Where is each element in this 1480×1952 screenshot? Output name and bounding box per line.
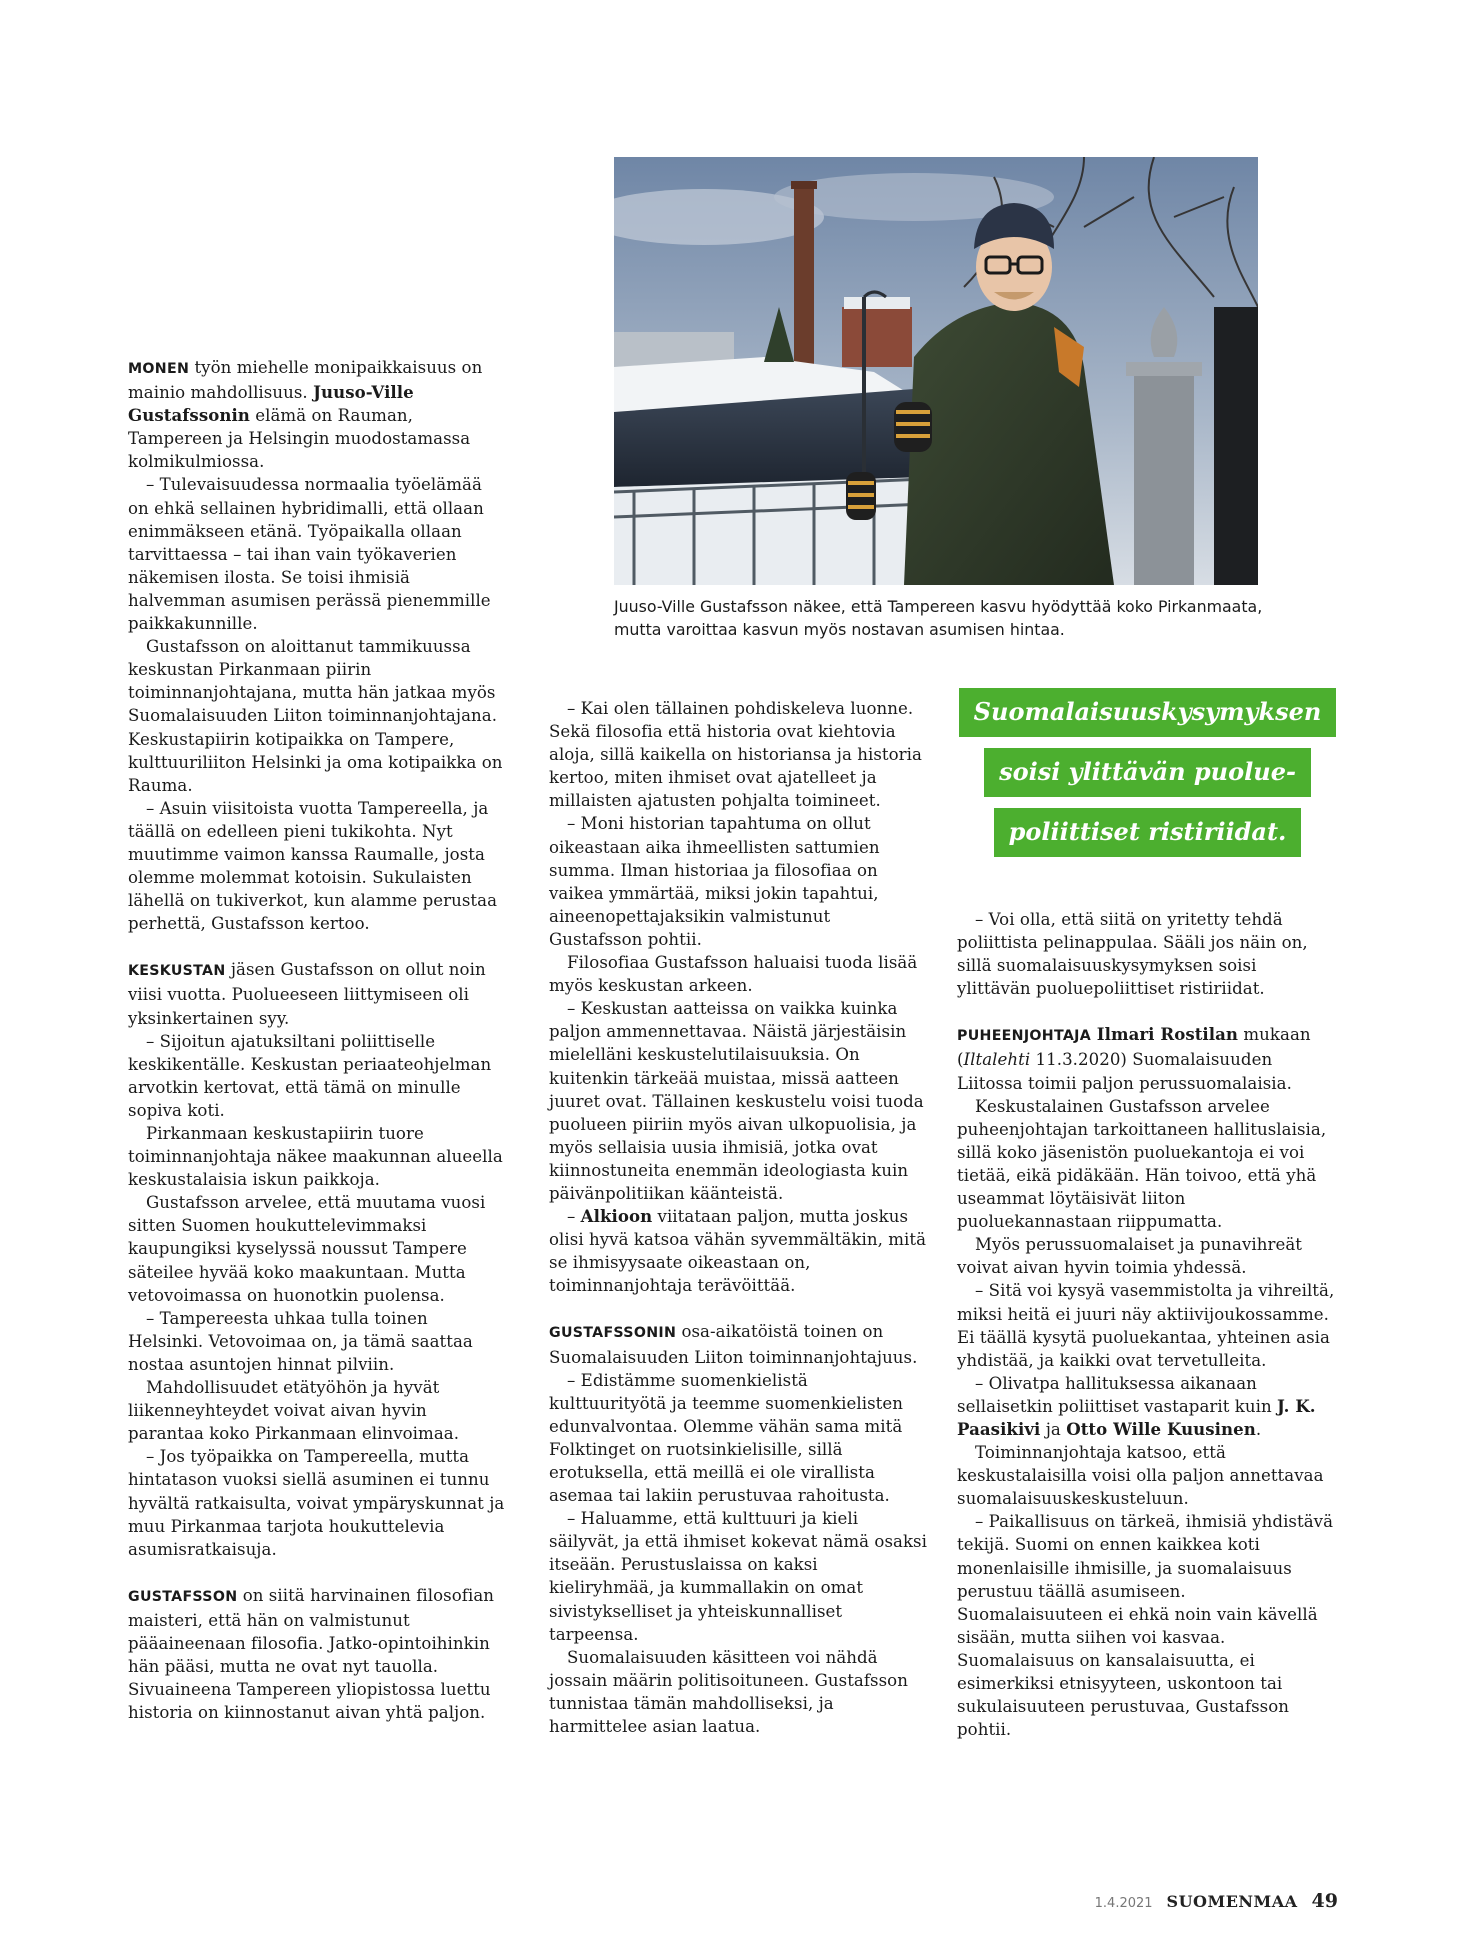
- photo-caption: Juuso-Ville Gustafsson näkee, että Tampereen kasvu hyödyttää koko Pirkanmaata, mutta varoittaa kasvun myös nostavan asumisen hintaa.: [614, 597, 1263, 639]
- paragraph: [549, 1205, 927, 1297]
- paragraph: – Jos työpaikka on Tampereella, mutta hintatason vuoksi siellä asuminen ei tunnu hyvältä ratkaisulta, voivat ympäryskunnat ja muu Pirkanmaa tarjota houkuttelevia asumisratkaisuja.: [128, 1447, 505, 1559]
- text: osa-aikatöistä toinen on Suomalaisuuden Liiton toiminnanjohtajuus.: [549, 1322, 918, 1367]
- pull-quote-line: poliittiset ristiriidat.: [994, 808, 1302, 857]
- text: mukaan (: [957, 1025, 1311, 1070]
- text: työn miehelle monipaikkaisuus on mainio mahdollisuus.: [128, 358, 483, 403]
- paragraph: – Edistämme suomenkielistä kulttuurityötä ja teemme suomenkielisten edunvalvontaa. Olemme vähän sama mitä Folktinget on ruotsinkielisille, sillä erotuksella, että meillä ei ole virallista asemaa tai lakiin perustuvaa rahoitusta.: [549, 1370, 903, 1506]
- section-lead: KESKUSTAN: [128, 963, 226, 980]
- page-footer: [1095, 1890, 1338, 1912]
- paragraph: – Kai olen tällainen pohdiskeleva luonne. Sekä filosofia että historia ovat kiehtovia aloja, sillä kaikella on historiansa ja historia kertoo, miten ihmiset ovat ajatelleet ja millaisten ajatusten pohjalta toimineet.: [549, 699, 922, 811]
- magazine-name: SUOMENMAA: [1166, 1892, 1298, 1911]
- text: – Olivatpa hallituksessa aikanaan sellaisetkin poliittiset vastaparit kuin: [957, 1373, 1278, 1416]
- pull-quote-line: soisi ylittävän puolue-: [984, 748, 1311, 797]
- text: 11.3.2020) Suomalaisuuden Liitossa toimii paljon perussuomalaisia.: [957, 1050, 1292, 1093]
- section-lead: GUSTAFSSONIN: [549, 1325, 677, 1342]
- person-name: J. K. Paasikivi: [957, 1395, 1316, 1439]
- section-lead: MONEN: [128, 361, 190, 377]
- text: elämä on Rauman, Tampereen ja Helsingin muodostamassa kolmikulmiossa.: [128, 406, 471, 472]
- paragraph: [128, 1584, 506, 1725]
- pull-quote: [955, 688, 1340, 868]
- source-name: Iltalehti: [963, 1050, 1031, 1070]
- issue-date: 1.4.2021: [1094, 1896, 1153, 1911]
- paragraph: Mahdollisuudet etätyöhön ja hyvät liikenneyhteydet voivat aivan hyvin parantaa koko Pirkanmaan elinvoimaa.: [128, 1378, 460, 1444]
- article-photo: [614, 157, 1258, 585]
- text: on siitä harvinainen filosofian maisteri, että hän on valmistunut pääaineenaan filosofia. Jatko-opintoihinkin hän pääsi, mutta ne ovat nyt tauolla. Sivuaineena Tampereen yliopistossa luettu historia on kiinnostanut aivan yhtä paljon.: [128, 1585, 494, 1723]
- paragraph: – Voi olla, että siitä on yritetty tehdä poliittista pelinappulaa. Sääli jos näin on, sillä suomalaisuuskysymyksen soisi ylittävän puoluepoliittiset ristiriidat.: [957, 910, 1308, 999]
- paragraph: – Haluamme, että kulttuuri ja kieli säilyvät, ja että ihmiset kokevat nämä osaksi itseään. Perustuslaissa on kaksi kieliryhmää, ja kummallakin on omat sivistykselliset ja yhteiskunnalliset tarpeensa.: [549, 1509, 927, 1644]
- paragraph: [128, 356, 506, 473]
- paragraph: Myös perussuomalaiset ja punavihreät voivat aivan hyvin toimia yhdessä.: [957, 1235, 1303, 1278]
- article-column-3: [957, 908, 1335, 1741]
- paragraph: [128, 958, 506, 1029]
- paragraph: – Keskustan aatteissa on vaikka kuinka paljon ammennettavaa. Näistä järjestäisin mielelläni keskustelutilaisuuksia. On kuitenkin tärkeää muistaa, missä aatteen juuret ovat. Tällainen keskustelu voisi tuoda puolueen piiriin myös aivan ulkopuolisia, ja myös sellaisia uusia ihmisiä, jotka ovat kiinnostuneita enemmän ideologiasta kuin päivänpolitiikan käänteistä.: [549, 999, 924, 1203]
- section-lead: GUSTAFSSON: [128, 1588, 238, 1605]
- paragraph: [549, 1320, 927, 1368]
- text: viitataan paljon, mutta joskus olisi hyvä katsoa vähän syvemmältäkin, mitä se ihmisyysaate oikeastaan on, toiminnanjohtaja terävöittää.: [549, 1207, 927, 1296]
- paragraph: Keskustalainen Gustafsson arvelee puheenjohtajan tarkoittaneen hallituslaisia, sillä koko jäsenistön puoluekantoja ei voi tietää, eikä pidäkään. Hän toivoo, että yhä useammat löytäisivät liiton puoluekannastaan riippumatta.: [957, 1096, 1327, 1232]
- paragraph: – Tulevaisuudessa normaalia työelämää on ehkä sellainen hybridimalli, että ollaan enimmäkseen etänä. Työpaikalla ollaan tarvittaessa – tai ihan vain työkaverien näkemisen ilosta. Se toisi ihmisiä halvemman asumisen perässä pienemmille paikkakunnille.: [128, 475, 491, 634]
- paragraph: Pirkanmaan keskustapiirin tuore toiminnanjohtaja näkee maakunnan alueella keskustalaisia iskun paikkoja.: [128, 1124, 503, 1190]
- paragraph: Filosofiaa Gustafsson haluaisi tuoda lisää myös keskustan arkeen.: [549, 953, 918, 996]
- paragraph: Suomalaisuuden käsitteen voi nähdä jossain määrin politisoituneen. Gustafsson tunnistaa tämän mahdolliseksi, ja harmittelee asian laatua.: [549, 1647, 908, 1737]
- paragraph: – Sijoitun ajatuksiltani poliittiselle keskikentälle. Keskustan periaateohjelman arvotkin kertovat, että tämä on minulle sopiva koti.: [128, 1031, 492, 1120]
- paragraph: – Sitä voi kysyä vasemmistolta ja vihreiltä, miksi heitä ei juuri näy aktiivijoukossamme. Ei täällä kysytä puoluekantaa, yhteinen asia yhdistää, ja kaikki ovat tervetulleita.: [957, 1281, 1335, 1370]
- paragraph: Gustafsson arvelee, että muutama vuosi sitten Suomen houkuttelevimmaksi kaupungiksi kyselyssä noussut Tampere säteilee hyvää koko maakuntaan. Mutta vetovoimassa on huonotkin puolensa.: [128, 1193, 486, 1305]
- photo-illustration: [614, 157, 1258, 585]
- paragraph: – Asuin viisitoista vuotta Tampereella, ja täällä on edelleen pieni tukikohta. Nyt muutimme vaimon kanssa Raumalle, josta olemme molemmat kotoisin. Sukulaisten lähellä on tukiverkot, kun alamme perustaa perhettä, Gustafsson kertoo.: [128, 798, 498, 934]
- person-name: Alkioon: [580, 1206, 653, 1227]
- person-name: Juuso-Ville Gustafssonin: [128, 382, 414, 426]
- text: jäsen Gustafsson on ollut noin viisi vuotta. Puolueeseen liittymiseen oli yksinkertainen syy.: [128, 960, 486, 1028]
- paragraph: Gustafsson on aloittanut tammikuussa keskustan Pirkanmaan piirin toiminnanjohtajana, mutta hän jatkaa myös Suomalaisuuden Liiton toiminnanjohtajana. Keskustapiirin kotipaikka on Tampere, kulttuuriliiton Helsinki ja oma kotipaikka on Rauma.: [128, 637, 503, 795]
- paragraph: – Paikallisuus on tärkeä, ihmisiä yhdistävä tekijä. Suomi on ennen kaikkea koti monenlaisille ihmisille, ja suomalaisuus perustuu täällä asumiseen. Suomalaisuuteen ei ehkä noin vain kävellä sisään, mutta siihen voi kasvaa. Suomalaisuus on kansalaisuutta, ei esimerkiksi etnisyyteen, uskontoon tai sukulaisuuteen perustuvaa, Gustafsson pohtii.: [957, 1512, 1334, 1740]
- text: .: [1255, 1419, 1262, 1439]
- page-number: 49: [1311, 1890, 1338, 1912]
- article-column-1: [128, 356, 506, 1724]
- paragraph: – Moni historian tapahtuma on ollut oikeastaan aika ihmeellisten sattumien summa. Ilman historiaa ja filosofiaa on vaikea ymmärtää, miksi jokin tapahtui, aineenopettajaksikin valmistunut Gustafsson pohtii.: [549, 814, 880, 949]
- pull-quote-line: Suomalaisuuskysymyksen: [959, 688, 1337, 737]
- section-lead: PUHEENJOHTAJA: [957, 1028, 1091, 1045]
- paragraph: [957, 1023, 1335, 1094]
- article-column-2: [549, 697, 927, 1738]
- paragraph: Toiminnanjohtaja katsoo, että keskustalaisilla voisi olla paljon annettavaa suomalaisuuskeskusteluun.: [957, 1443, 1324, 1509]
- person-name: Ilmari Rostilan: [1090, 1024, 1239, 1045]
- text: –: [567, 1207, 581, 1227]
- text: ja: [1040, 1419, 1067, 1439]
- paragraph: [957, 1372, 1335, 1441]
- paragraph: – Tampereesta uhkaa tulla toinen Helsinki. Vetovoimaa on, ja tämä saattaa nostaa asuntojen hinnat pilviin.: [128, 1308, 473, 1374]
- person-name: Otto Wille Kuusinen: [1066, 1418, 1256, 1439]
